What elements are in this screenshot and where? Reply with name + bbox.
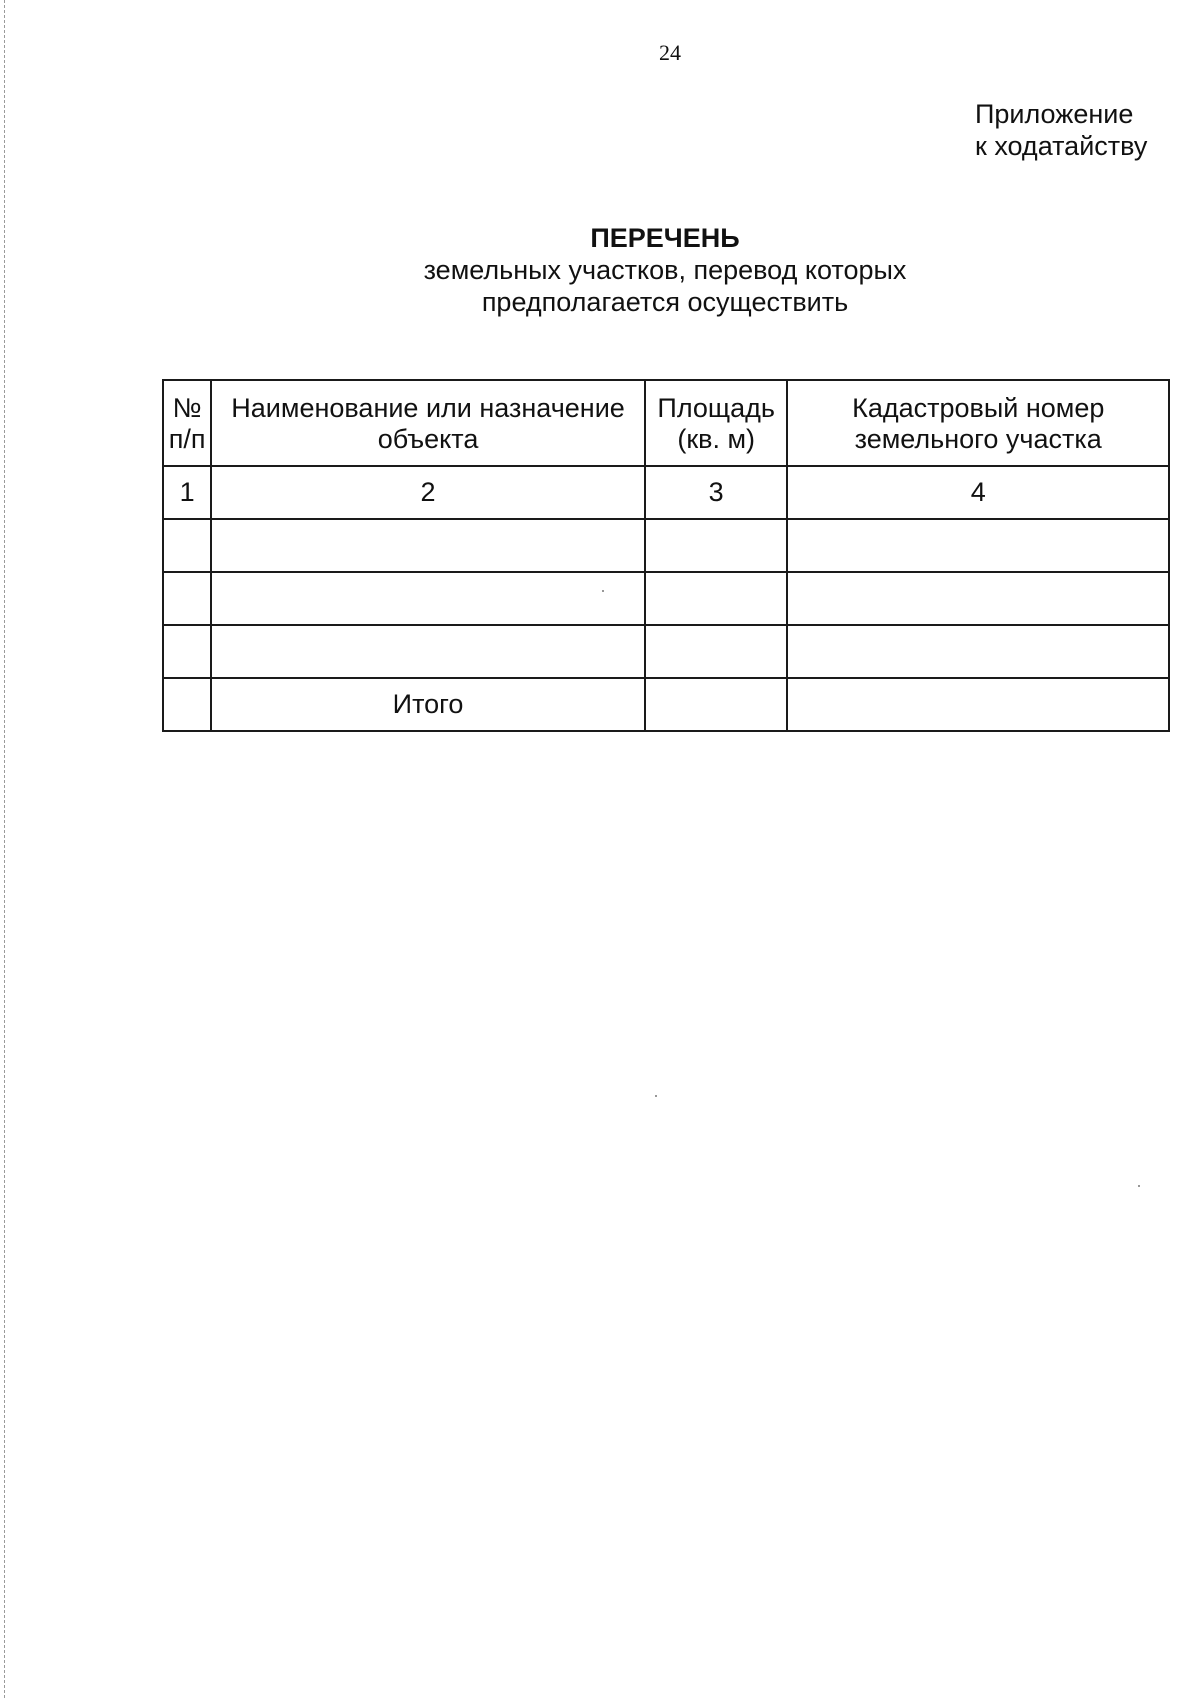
table-header-row [163, 380, 1169, 466]
cell-name [211, 572, 645, 625]
total-cell-number [163, 678, 211, 731]
title-subtitle-line-1: земельных участков, перевод которых [423, 255, 907, 285]
title-subtitle-line-2: предполагается осуществить [481, 287, 849, 317]
header-number-line-2: п/п [168, 424, 206, 454]
header-number [163, 380, 211, 466]
header-cadastral-line-2: земельного участка [854, 424, 1102, 454]
header-area-line-1: Площадь [657, 393, 775, 423]
cell-name [211, 519, 645, 572]
document-title [160, 222, 1170, 318]
total-cell-cadastral [787, 678, 1169, 731]
cell-cadastral [787, 519, 1169, 572]
header-cadastral-line-1: Кадастровый номер [852, 393, 1105, 423]
column-number-row [163, 466, 1169, 519]
column-number-2: 2 [211, 466, 645, 519]
total-cell-area [645, 678, 788, 731]
table-row [163, 519, 1169, 572]
header-number-line-1: № [172, 393, 202, 423]
total-row [163, 678, 1169, 731]
cell-name [211, 625, 645, 678]
cell-number [163, 625, 211, 678]
appendix-line-1: Приложение [975, 99, 1134, 129]
cell-area [645, 519, 788, 572]
scan-speck [655, 1095, 657, 1097]
table-row [163, 572, 1169, 625]
scan-speck [602, 590, 604, 592]
header-name-line-2: объекта [377, 424, 479, 454]
cell-area [645, 572, 788, 625]
appendix-note [975, 98, 1147, 162]
table-row [163, 625, 1169, 678]
page-number: 24 [659, 40, 681, 65]
cell-cadastral [787, 625, 1169, 678]
header-name-line-1: Наименование или назначение [231, 393, 625, 423]
column-number-3: 3 [645, 466, 788, 519]
scan-speck [1138, 1185, 1140, 1187]
scan-edge [4, 0, 5, 1698]
appendix-line-2: к ходатайству [975, 131, 1148, 161]
column-number-4: 4 [787, 466, 1169, 519]
header-name [211, 380, 645, 466]
header-area-line-2: (кв. м) [677, 424, 756, 454]
cell-cadastral [787, 572, 1169, 625]
column-number-1: 1 [163, 466, 211, 519]
cell-number [163, 572, 211, 625]
header-cadastral [787, 380, 1169, 466]
cell-number [163, 519, 211, 572]
header-area [645, 380, 788, 466]
title-main: ПЕРЕЧЕНЬ [590, 223, 740, 253]
land-plots-table [162, 379, 1170, 732]
cell-area [645, 625, 788, 678]
total-label: Итого [211, 678, 645, 731]
